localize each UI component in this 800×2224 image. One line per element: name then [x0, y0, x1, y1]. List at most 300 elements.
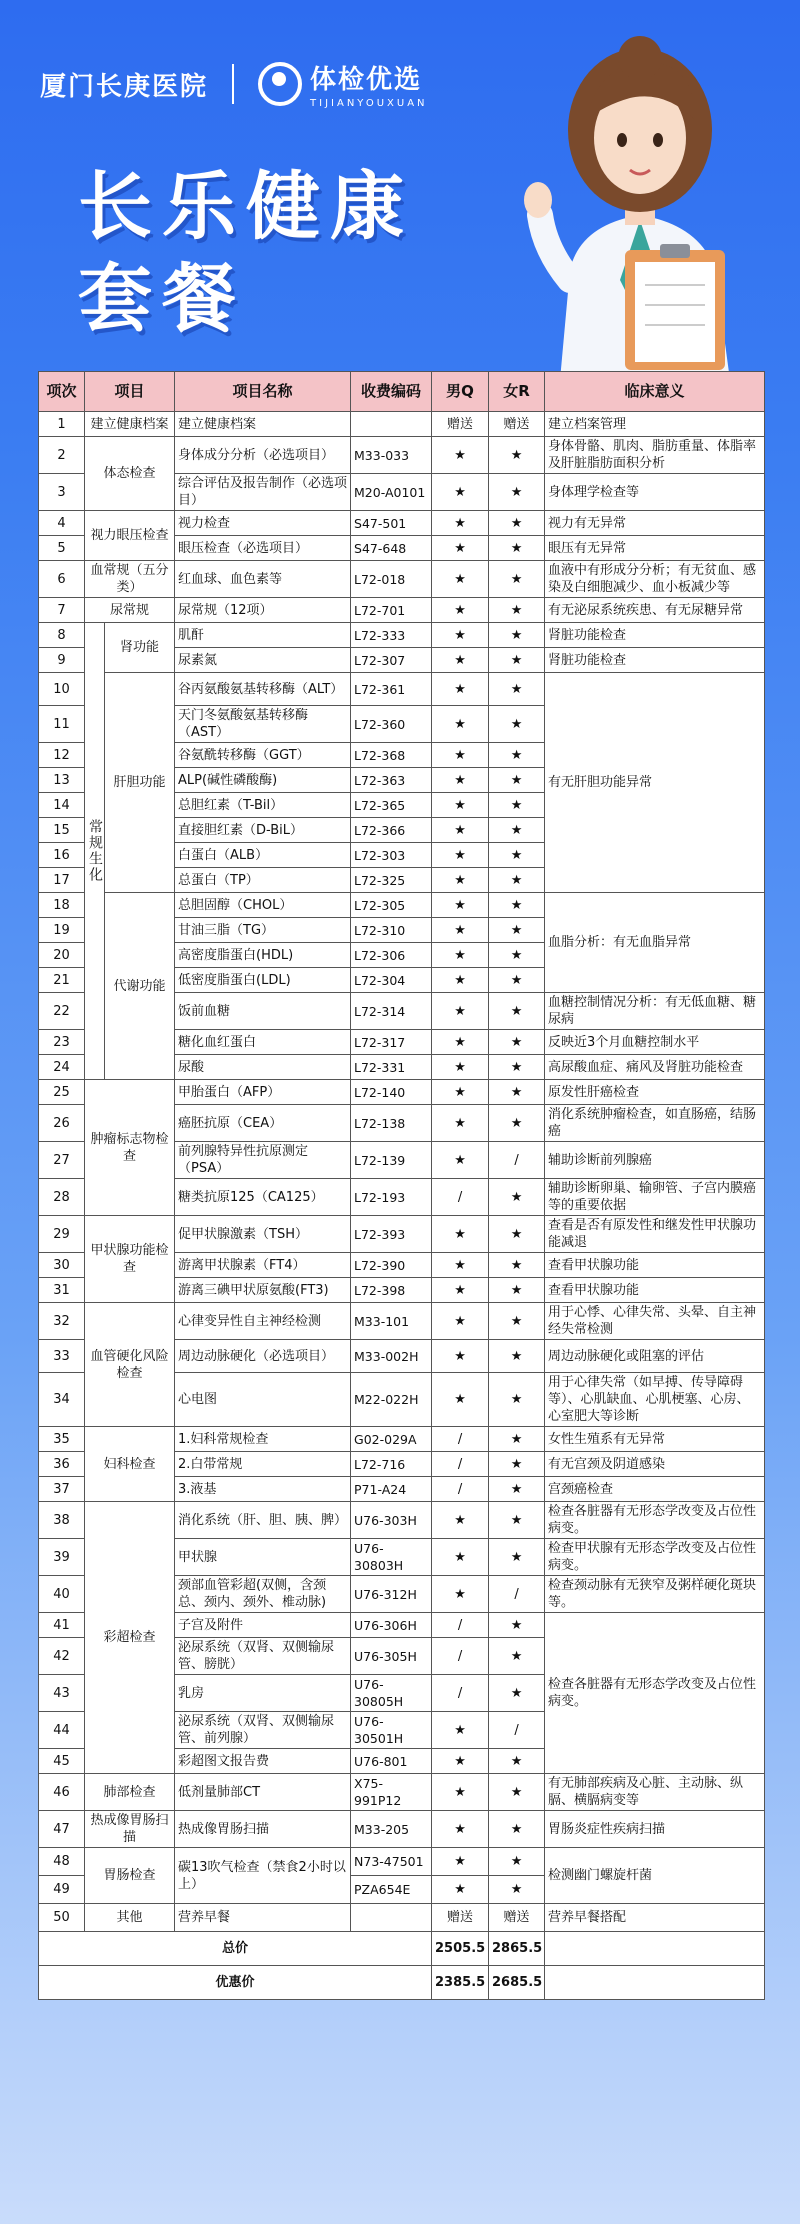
male-mark: ★: [432, 536, 489, 561]
male-mark: ★: [432, 1876, 489, 1904]
table-row: [39, 1080, 765, 1105]
category-cell: 尿常规: [85, 598, 175, 623]
clinical-meaning: 周边动脉硬化或阻塞的评估: [545, 1340, 765, 1373]
subcategory-cell: 肝胆功能: [105, 673, 175, 893]
item-code: L72-139: [351, 1142, 432, 1179]
male-mark: ★: [432, 943, 489, 968]
col-index: 项次: [39, 372, 85, 412]
brand-bar: [40, 60, 428, 108]
item-code: L72-307: [351, 648, 432, 673]
female-mark: ★: [489, 1105, 545, 1142]
row-index: 6: [39, 561, 85, 598]
item-name: 视力检查: [175, 511, 351, 536]
clinical-meaning: 检查各脏器有无形态学改变及占位性病变。: [545, 1613, 765, 1774]
table-row: [39, 511, 765, 536]
page-title-line2: 套餐: [78, 256, 246, 342]
item-code: L72-138: [351, 1105, 432, 1142]
row-index: 46: [39, 1774, 85, 1811]
female-mark: ★: [489, 1216, 545, 1253]
item-code: U76-305H: [351, 1638, 432, 1675]
table-row: [39, 1303, 765, 1340]
item-code: L72-331: [351, 1055, 432, 1080]
table-row: [39, 1502, 765, 1539]
female-mark: ★: [489, 1811, 545, 1848]
item-code: PZA654E: [351, 1876, 432, 1904]
female-mark: ★: [489, 1278, 545, 1303]
item-name: 总胆红素（T-Bil）: [175, 793, 351, 818]
female-mark: ★: [489, 623, 545, 648]
clinical-meaning: 有无肝胆功能异常: [545, 673, 765, 893]
item-code: S47-648: [351, 536, 432, 561]
male-mark: ★: [432, 673, 489, 706]
female-mark: ★: [489, 1876, 545, 1904]
row-index: 32: [39, 1303, 85, 1340]
item-code: [351, 1904, 432, 1932]
item-name: 总胆固醇（CHOL）: [175, 893, 351, 918]
item-name: 泌尿系统（双肾、双侧输尿管、膀胱）: [175, 1638, 351, 1675]
female-mark: ★: [489, 511, 545, 536]
female-mark: ★: [489, 1749, 545, 1774]
clinical-meaning: 用于心悸、心律失常、头晕、自主神经失常检测: [545, 1303, 765, 1340]
item-name: 尿常规（12项）: [175, 598, 351, 623]
col-code: 收费编码: [351, 372, 432, 412]
male-mark: ★: [432, 1253, 489, 1278]
row-index: 5: [39, 536, 85, 561]
row-index: 38: [39, 1502, 85, 1539]
total-female: 2865.5: [489, 1932, 545, 1966]
male-mark: ★: [432, 437, 489, 474]
row-index: 20: [39, 943, 85, 968]
female-mark: ★: [489, 1253, 545, 1278]
item-name: 颈部血管彩超(双侧，含颈总、颈内、颈外、椎动脉): [175, 1576, 351, 1613]
item-code: P71-A24: [351, 1477, 432, 1502]
clinical-meaning: 查看是否有原发性和继发性甲状腺功能减退: [545, 1216, 765, 1253]
item-name: 甲状腺: [175, 1539, 351, 1576]
male-mark: ★: [432, 743, 489, 768]
clinical-meaning: 有无泌尿系统疾患、有无尿糖异常: [545, 598, 765, 623]
female-mark: 赠送: [489, 1904, 545, 1932]
item-name: 尿素氮: [175, 648, 351, 673]
male-mark: ★: [432, 706, 489, 743]
row-index: 50: [39, 1904, 85, 1932]
item-name: 心电图: [175, 1373, 351, 1427]
clinical-meaning: 视力有无异常: [545, 511, 765, 536]
clinical-meaning: 建立档案管理: [545, 412, 765, 437]
male-mark: ★: [432, 1373, 489, 1427]
item-name: 彩超图文报告费: [175, 1749, 351, 1774]
item-code: U76-30501H: [351, 1712, 432, 1749]
item-name: ALP(碱性磷酸酶): [175, 768, 351, 793]
item-name: 癌胚抗原（CEA）: [175, 1105, 351, 1142]
item-code: L72-018: [351, 561, 432, 598]
female-mark: ★: [489, 1638, 545, 1675]
category-cell: 血管硬化风险检查: [85, 1303, 175, 1427]
item-name: 前列腺特异性抗原测定（PSA）: [175, 1142, 351, 1179]
row-index: 9: [39, 648, 85, 673]
item-name: 周边动脉硬化（必选项目）: [175, 1340, 351, 1373]
row-index: 37: [39, 1477, 85, 1502]
category-cell: 胃肠检查: [85, 1848, 175, 1904]
item-name: 天门冬氨酸氨基转移酶（AST）: [175, 706, 351, 743]
female-mark: ★: [489, 1427, 545, 1452]
male-mark: ★: [432, 561, 489, 598]
item-name: 心律变异性自主神经检测: [175, 1303, 351, 1340]
table-row: [39, 893, 765, 918]
female-mark: ★: [489, 598, 545, 623]
female-mark: /: [489, 1142, 545, 1179]
item-code: N73-47501: [351, 1848, 432, 1876]
item-code: L72-310: [351, 918, 432, 943]
female-mark: ★: [489, 673, 545, 706]
clinical-meaning: 辅助诊断前列腺癌: [545, 1142, 765, 1179]
female-mark: ★: [489, 918, 545, 943]
row-index: 2: [39, 437, 85, 474]
female-mark: ★: [489, 706, 545, 743]
program-name-cn: 体检优选: [310, 65, 423, 95]
row-index: 44: [39, 1712, 85, 1749]
male-mark: ★: [432, 918, 489, 943]
female-mark: /: [489, 1712, 545, 1749]
female-mark: ★: [489, 1613, 545, 1638]
row-index: 42: [39, 1638, 85, 1675]
item-name: 直接胆红素（D-BiL）: [175, 818, 351, 843]
male-mark: ★: [432, 893, 489, 918]
male-mark: ★: [432, 474, 489, 511]
clinical-meaning: 高尿酸血症、痛风及肾脏功能检查: [545, 1055, 765, 1080]
item-name: 肌酐: [175, 623, 351, 648]
item-code: L72-398: [351, 1278, 432, 1303]
female-mark: ★: [489, 1030, 545, 1055]
row-index: 47: [39, 1811, 85, 1848]
total-empty: [545, 1966, 765, 2000]
item-code: L72-314: [351, 993, 432, 1030]
clinical-meaning: 辅助诊断卵巢、输卵管、子宫内膜癌等的重要依据: [545, 1179, 765, 1216]
total-female: 2685.5: [489, 1966, 545, 2000]
male-mark: /: [432, 1613, 489, 1638]
hospital-name: 厦门长庚医院: [40, 71, 209, 102]
female-mark: ★: [489, 1452, 545, 1477]
item-code: U76-303H: [351, 1502, 432, 1539]
male-mark: ★: [432, 1303, 489, 1340]
female-mark: ★: [489, 968, 545, 993]
row-index: 10: [39, 673, 85, 706]
table-row: [39, 623, 765, 648]
row-index: 45: [39, 1749, 85, 1774]
clinical-meaning: 查看甲状腺功能: [545, 1278, 765, 1303]
item-code: [351, 412, 432, 437]
male-mark: /: [432, 1675, 489, 1712]
row-index: 18: [39, 893, 85, 918]
item-code: M33-002H: [351, 1340, 432, 1373]
row-index: 21: [39, 968, 85, 993]
doctor-illustration: [490, 20, 790, 380]
female-mark: ★: [489, 843, 545, 868]
total-empty: [545, 1932, 765, 1966]
female-mark: ★: [489, 1303, 545, 1340]
row-index: 11: [39, 706, 85, 743]
category-cell: 妇科检查: [85, 1427, 175, 1502]
item-name: 红血球、血色素等: [175, 561, 351, 598]
item-code: L72-140: [351, 1080, 432, 1105]
item-code: L72-365: [351, 793, 432, 818]
female-mark: /: [489, 1576, 545, 1613]
program-name-en: TIJIANYOUXUAN: [310, 98, 428, 109]
male-mark: ★: [432, 843, 489, 868]
item-name: 游离甲状腺素（FT4）: [175, 1253, 351, 1278]
male-mark: ★: [432, 1774, 489, 1811]
clinical-meaning: 肾脏功能检查: [545, 623, 765, 648]
item-code: L72-304: [351, 968, 432, 993]
item-code: L72-317: [351, 1030, 432, 1055]
male-mark: ★: [432, 1216, 489, 1253]
table-row: [39, 1904, 765, 1932]
item-code: L72-393: [351, 1216, 432, 1253]
female-mark: ★: [489, 648, 545, 673]
female-mark: ★: [489, 993, 545, 1030]
row-index: 23: [39, 1030, 85, 1055]
clinical-meaning: 身体理学检查等: [545, 474, 765, 511]
row-index: 36: [39, 1452, 85, 1477]
total-label: 总价: [39, 1932, 432, 1966]
row-index: 31: [39, 1278, 85, 1303]
item-name: 2.白带常规: [175, 1452, 351, 1477]
female-mark: ★: [489, 868, 545, 893]
clinical-meaning: 肾脏功能检查: [545, 648, 765, 673]
item-name: 总蛋白（TP）: [175, 868, 351, 893]
item-code: G02-029A: [351, 1427, 432, 1452]
female-mark: 赠送: [489, 412, 545, 437]
clinical-meaning: 反映近3个月血糖控制水平: [545, 1030, 765, 1055]
clinical-meaning: 检查甲状腺有无形态学改变及占位性病变。: [545, 1539, 765, 1576]
item-name: 糖类抗原125（CA125）: [175, 1179, 351, 1216]
clinical-meaning: 宫颈癌检查: [545, 1477, 765, 1502]
clinical-meaning: 有无肺部疾病及心脏、主动脉、纵膈、横膈病变等: [545, 1774, 765, 1811]
row-index: 41: [39, 1613, 85, 1638]
item-name: 消化系统（肝、胆、胰、脾）: [175, 1502, 351, 1539]
category-cell: 建立健康档案: [85, 412, 175, 437]
table-row: [39, 1216, 765, 1253]
clinical-meaning: 血液中有形成分分析；有无贫血、感染及白细胞减少、血小板减少等: [545, 561, 765, 598]
male-mark: ★: [432, 1811, 489, 1848]
item-name: 游离三碘甲状原氨酸(FT3): [175, 1278, 351, 1303]
subcategory-cell: 肾功能: [105, 623, 175, 673]
row-index: 7: [39, 598, 85, 623]
female-mark: ★: [489, 437, 545, 474]
male-mark: ★: [432, 1848, 489, 1876]
male-mark: /: [432, 1179, 489, 1216]
table-header-row: [39, 372, 765, 412]
item-name: 眼压检查（必选项目）: [175, 536, 351, 561]
male-mark: /: [432, 1427, 489, 1452]
category-group: 常规生化: [85, 623, 105, 1080]
item-code: L72-368: [351, 743, 432, 768]
item-name: 建立健康档案: [175, 412, 351, 437]
female-mark: ★: [489, 1373, 545, 1427]
item-name: 高密度脂蛋白(HDL): [175, 943, 351, 968]
male-mark: ★: [432, 1080, 489, 1105]
col-meaning: 临床意义: [545, 372, 765, 412]
category-cell: 甲状腺功能检查: [85, 1216, 175, 1303]
row-index: 33: [39, 1340, 85, 1373]
female-mark: ★: [489, 1477, 545, 1502]
item-code: M33-205: [351, 1811, 432, 1848]
female-mark: ★: [489, 1055, 545, 1080]
row-index: 26: [39, 1105, 85, 1142]
clinical-meaning: 胃肠炎症性疾病扫描: [545, 1811, 765, 1848]
item-code: M22-022H: [351, 1373, 432, 1427]
row-index: 28: [39, 1179, 85, 1216]
category-cell: 其他: [85, 1904, 175, 1932]
program-logo-icon: [258, 62, 302, 106]
clinical-meaning: 检查各脏器有无形态学改变及占位性病变。: [545, 1502, 765, 1539]
male-mark: 赠送: [432, 412, 489, 437]
item-code: U76-801: [351, 1749, 432, 1774]
female-mark: ★: [489, 1340, 545, 1373]
total-male: 2505.5: [432, 1932, 489, 1966]
item-code: M33-033: [351, 437, 432, 474]
item-code: L72-701: [351, 598, 432, 623]
subcategory-cell: 代谢功能: [105, 893, 175, 1080]
row-index: 16: [39, 843, 85, 868]
item-code: L72-366: [351, 818, 432, 843]
category-cell: 视力眼压检查: [85, 511, 175, 561]
item-code: U76-306H: [351, 1613, 432, 1638]
package-table: [38, 371, 764, 2000]
male-mark: ★: [432, 648, 489, 673]
col-item-name: 项目名称: [175, 372, 351, 412]
item-code: L72-390: [351, 1253, 432, 1278]
female-mark: ★: [489, 768, 545, 793]
brand-divider: [232, 64, 234, 104]
item-code: M33-101: [351, 1303, 432, 1340]
row-index: 29: [39, 1216, 85, 1253]
clinical-meaning: 原发性肝癌检查: [545, 1080, 765, 1105]
male-mark: ★: [432, 1105, 489, 1142]
item-code: X75-991P12: [351, 1774, 432, 1811]
category-cell: 血常规（五分类）: [85, 561, 175, 598]
table-row: [39, 1427, 765, 1452]
clinical-meaning: 血脂分析：有无血脂异常: [545, 893, 765, 993]
female-mark: ★: [489, 1179, 545, 1216]
male-mark: ★: [432, 768, 489, 793]
table-row: [39, 412, 765, 437]
male-mark: ★: [432, 1340, 489, 1373]
category-cell: 彩超检查: [85, 1502, 175, 1774]
row-index: 12: [39, 743, 85, 768]
male-mark: ★: [432, 868, 489, 893]
male-mark: 赠送: [432, 1904, 489, 1932]
item-code: L72-361: [351, 673, 432, 706]
clinical-meaning: 消化系统肿瘤检查，如直肠癌，结肠癌: [545, 1105, 765, 1142]
row-index: 3: [39, 474, 85, 511]
total-row: [39, 1966, 765, 2000]
item-name: 子宫及附件: [175, 1613, 351, 1638]
female-mark: ★: [489, 1675, 545, 1712]
female-mark: ★: [489, 474, 545, 511]
table-row: [39, 673, 765, 706]
col-male: 男Q: [432, 372, 489, 412]
item-name: 营养早餐: [175, 1904, 351, 1932]
category-cell: 肿瘤标志物检查: [85, 1080, 175, 1216]
male-mark: /: [432, 1638, 489, 1675]
item-name: 综合评估及报告制作（必选项目）: [175, 474, 351, 511]
item-name: 甲胎蛋白（AFP）: [175, 1080, 351, 1105]
item-name: 低密度脂蛋白(LDL): [175, 968, 351, 993]
female-mark: ★: [489, 1539, 545, 1576]
item-name: 3.液基: [175, 1477, 351, 1502]
clinical-meaning: 身体骨骼、肌肉、脂肪重量、体脂率及肝脏脂肪面积分析: [545, 437, 765, 474]
item-name: 身体成分分析（必选项目）: [175, 437, 351, 474]
table-row: [39, 561, 765, 598]
row-index: 24: [39, 1055, 85, 1080]
item-name: 碳13吹气检查（禁食2小时以上）: [175, 1848, 351, 1904]
female-mark: ★: [489, 943, 545, 968]
male-mark: ★: [432, 1712, 489, 1749]
page-title-line1: 长乐健康: [78, 164, 414, 250]
male-mark: ★: [432, 623, 489, 648]
male-mark: ★: [432, 1055, 489, 1080]
clinical-meaning: 检查颈动脉有无狭窄及粥样硬化斑块等。: [545, 1576, 765, 1613]
row-index: 34: [39, 1373, 85, 1427]
row-index: 8: [39, 623, 85, 648]
female-mark: ★: [489, 536, 545, 561]
row-index: 19: [39, 918, 85, 943]
table-row: [39, 598, 765, 623]
item-code: S47-501: [351, 511, 432, 536]
table-row: [39, 1848, 765, 1876]
item-name: 促甲状腺激素（TSH）: [175, 1216, 351, 1253]
female-mark: ★: [489, 1848, 545, 1876]
female-mark: ★: [489, 818, 545, 843]
item-name: 白蛋白（ALB）: [175, 843, 351, 868]
item-code: U76-30805H: [351, 1675, 432, 1712]
item-name: 谷氨酰转移酶（GGT）: [175, 743, 351, 768]
male-mark: ★: [432, 1278, 489, 1303]
category-cell: 体态检查: [85, 437, 175, 511]
category-cell: 肺部检查: [85, 1774, 175, 1811]
item-code: M20-A0101: [351, 474, 432, 511]
item-name: 饭前血糖: [175, 993, 351, 1030]
row-index: 17: [39, 868, 85, 893]
program-name: [310, 59, 428, 109]
male-mark: /: [432, 1477, 489, 1502]
clinical-meaning: 查看甲状腺功能: [545, 1253, 765, 1278]
col-category: 项目: [85, 372, 175, 412]
female-mark: ★: [489, 1080, 545, 1105]
row-index: 43: [39, 1675, 85, 1712]
table-row: [39, 437, 765, 474]
item-code: U76-312H: [351, 1576, 432, 1613]
item-code: L72-716: [351, 1452, 432, 1477]
row-index: 1: [39, 412, 85, 437]
item-code: L72-363: [351, 768, 432, 793]
male-mark: ★: [432, 1030, 489, 1055]
row-index: 15: [39, 818, 85, 843]
total-row: [39, 1932, 765, 1966]
item-code: L72-303: [351, 843, 432, 868]
female-mark: ★: [489, 1502, 545, 1539]
clinical-meaning: 血糖控制情况分析：有无低血糖、糖尿病: [545, 993, 765, 1030]
row-index: 14: [39, 793, 85, 818]
male-mark: ★: [432, 993, 489, 1030]
item-name: 谷丙氨酸氨基转移酶（ALT）: [175, 673, 351, 706]
row-index: 35: [39, 1427, 85, 1452]
table-row: [39, 1774, 765, 1811]
item-code: L72-193: [351, 1179, 432, 1216]
item-name: 尿酸: [175, 1055, 351, 1080]
male-mark: ★: [432, 1142, 489, 1179]
total-label: 优惠价: [39, 1966, 432, 2000]
